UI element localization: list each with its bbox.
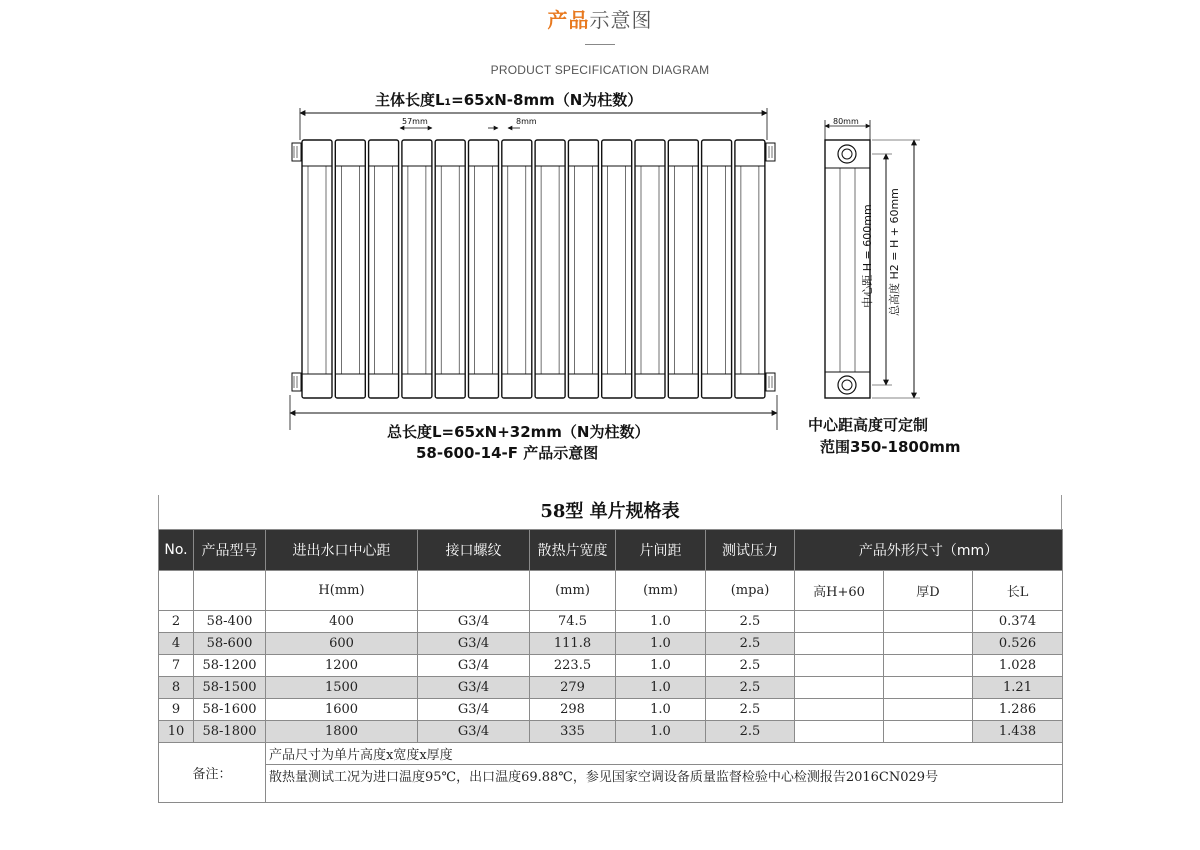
table-cell: 1.0	[616, 633, 706, 655]
radiator-column	[402, 140, 432, 398]
table-row	[159, 611, 1063, 633]
table-cell: 9	[159, 699, 194, 721]
section-title	[0, 6, 1200, 34]
table-cell: 58-1600	[194, 699, 266, 721]
table-cell: 0.526	[973, 633, 1063, 655]
title-divider	[585, 44, 615, 45]
model-caption: 58-600-14-F 产品示意图	[416, 444, 599, 462]
table-cell: 0.374	[973, 611, 1063, 633]
table-cell: 1.21	[973, 677, 1063, 699]
unit-cell	[159, 571, 194, 611]
table-cell: 1.286	[973, 699, 1063, 721]
table-cell: 1.0	[616, 655, 706, 677]
note-line: 产品尺寸为单片高度x宽度x厚度	[266, 743, 1063, 765]
radiator-column	[335, 140, 365, 398]
table-cell	[795, 699, 884, 721]
column-width-dimension: 57mm	[402, 117, 428, 126]
table-row	[159, 655, 1063, 677]
table-cell: 2.5	[706, 699, 795, 721]
table-cell: 1.438	[973, 721, 1063, 743]
table-row	[159, 677, 1063, 699]
table-cell: 58-1200	[194, 655, 266, 677]
total-height-label: 总高度 H2 = H + 60mm	[888, 188, 901, 316]
table-cell: 58-600	[194, 633, 266, 655]
unit-cell: 长L	[973, 571, 1063, 611]
header-cell: 产品型号	[194, 530, 266, 571]
table-cell: 1.0	[616, 677, 706, 699]
header-cell: 片间距	[616, 530, 706, 571]
unit-cell	[418, 571, 530, 611]
header-cell: 接口螺纹	[418, 530, 530, 571]
table-cell: 7	[159, 655, 194, 677]
section-subtitle: PRODUCT SPECIFICATION DIAGRAM	[490, 63, 710, 77]
header-row	[159, 530, 1063, 571]
table-cell: 2.5	[706, 721, 795, 743]
header-cell: 散热片宽度	[530, 530, 616, 571]
unit-cell: H(mm)	[266, 571, 418, 611]
table-cell: 74.5	[530, 611, 616, 633]
unit-row	[159, 571, 1063, 611]
note-row	[159, 743, 1063, 765]
radiator-column	[469, 140, 499, 398]
radiator-column	[568, 140, 598, 398]
radiator-column	[602, 140, 632, 398]
table-cell: 4	[159, 633, 194, 655]
radiator-column	[369, 140, 399, 398]
total-length-formula: 总长度L=65xN+32mm（N为柱数）	[387, 423, 650, 441]
unit-cell	[194, 571, 266, 611]
table-cell: 58-1800	[194, 721, 266, 743]
header-cell: 进出水口中心距	[266, 530, 418, 571]
header-cell: 测试压力	[706, 530, 795, 571]
customizable-note: 中心距高度可定制	[808, 416, 929, 434]
table-cell: 58-400	[194, 611, 266, 633]
center-distance-label: 中心距 H = 600mm	[861, 204, 874, 308]
table-cell	[884, 699, 973, 721]
table-cell	[795, 677, 884, 699]
table-cell	[795, 721, 884, 743]
unit-cell: (mm)	[530, 571, 616, 611]
table-cell: 2.5	[706, 633, 795, 655]
title-accent: 产品	[547, 8, 590, 32]
spec-table	[158, 529, 1063, 803]
table-cell: 2.5	[706, 677, 795, 699]
radiator-column	[635, 140, 665, 398]
table-cell: 1.0	[616, 699, 706, 721]
table-cell: G3/4	[418, 655, 530, 677]
table-cell: 1200	[266, 655, 418, 677]
table-cell: 400	[266, 611, 418, 633]
table-cell: 279	[530, 677, 616, 699]
table-cell: 8	[159, 677, 194, 699]
table-cell: G3/4	[418, 699, 530, 721]
radiator-column	[702, 140, 732, 398]
radiator-column	[535, 140, 565, 398]
section-heading	[0, 6, 1200, 77]
note-row	[159, 765, 1063, 803]
product-diagram	[280, 80, 1020, 470]
table-cell: 10	[159, 721, 194, 743]
table-cell	[884, 721, 973, 743]
column-gap-dimension: 8mm	[516, 117, 537, 126]
table-cell: 2.5	[706, 611, 795, 633]
table-cell: G3/4	[418, 611, 530, 633]
unit-cell: (mpa)	[706, 571, 795, 611]
unit-cell: 高H+60	[795, 571, 884, 611]
header-cell: No.	[159, 530, 194, 571]
table-cell: 1800	[266, 721, 418, 743]
table-row	[159, 699, 1063, 721]
side-width-dimension: 80mm	[833, 117, 859, 126]
spec-table-section	[158, 495, 1062, 803]
title-rest: 示意图	[589, 8, 653, 32]
table-cell	[795, 611, 884, 633]
table-cell: G3/4	[418, 721, 530, 743]
table-cell: 1.0	[616, 721, 706, 743]
table-cell	[884, 611, 973, 633]
table-cell: 335	[530, 721, 616, 743]
main-body-length-formula: 主体长度L₁=65xN-8mm（N为柱数）	[375, 91, 643, 109]
table-cell: G3/4	[418, 677, 530, 699]
note-line: 散热量测试工况为进口温度95℃，出口温度69.88℃，参见国家空调设备质量监督检验中心检测报告2016CN029号	[266, 765, 1063, 803]
table-row	[159, 721, 1063, 743]
table-cell	[884, 633, 973, 655]
spec-table-caption: 58型 单片规格表	[158, 495, 1062, 529]
radiator-column	[668, 140, 698, 398]
radiator-column	[435, 140, 465, 398]
table-cell: 1.0	[616, 611, 706, 633]
radiator-column	[502, 140, 532, 398]
table-cell: 2	[159, 611, 194, 633]
unit-cell: 厚D	[884, 571, 973, 611]
table-cell: 2.5	[706, 655, 795, 677]
table-cell: 1600	[266, 699, 418, 721]
table-cell: 58-1500	[194, 677, 266, 699]
unit-cell: (mm)	[616, 571, 706, 611]
table-cell	[795, 655, 884, 677]
note-label: 备注：	[159, 743, 266, 803]
table-cell: 600	[266, 633, 418, 655]
header-cell: 产品外形尺寸（mm）	[795, 530, 1063, 571]
radiator-column	[735, 140, 765, 398]
range-note: 范围350-1800mm	[820, 438, 961, 456]
radiator-column	[302, 140, 332, 398]
table-row	[159, 633, 1063, 655]
table-cell: 223.5	[530, 655, 616, 677]
table-cell	[884, 677, 973, 699]
table-cell: 1500	[266, 677, 418, 699]
table-cell	[884, 655, 973, 677]
radiator-drawing	[280, 80, 1020, 470]
table-cell: 1.028	[973, 655, 1063, 677]
table-cell	[795, 633, 884, 655]
table-cell: 298	[530, 699, 616, 721]
table-cell: 111.8	[530, 633, 616, 655]
table-cell: G3/4	[418, 633, 530, 655]
